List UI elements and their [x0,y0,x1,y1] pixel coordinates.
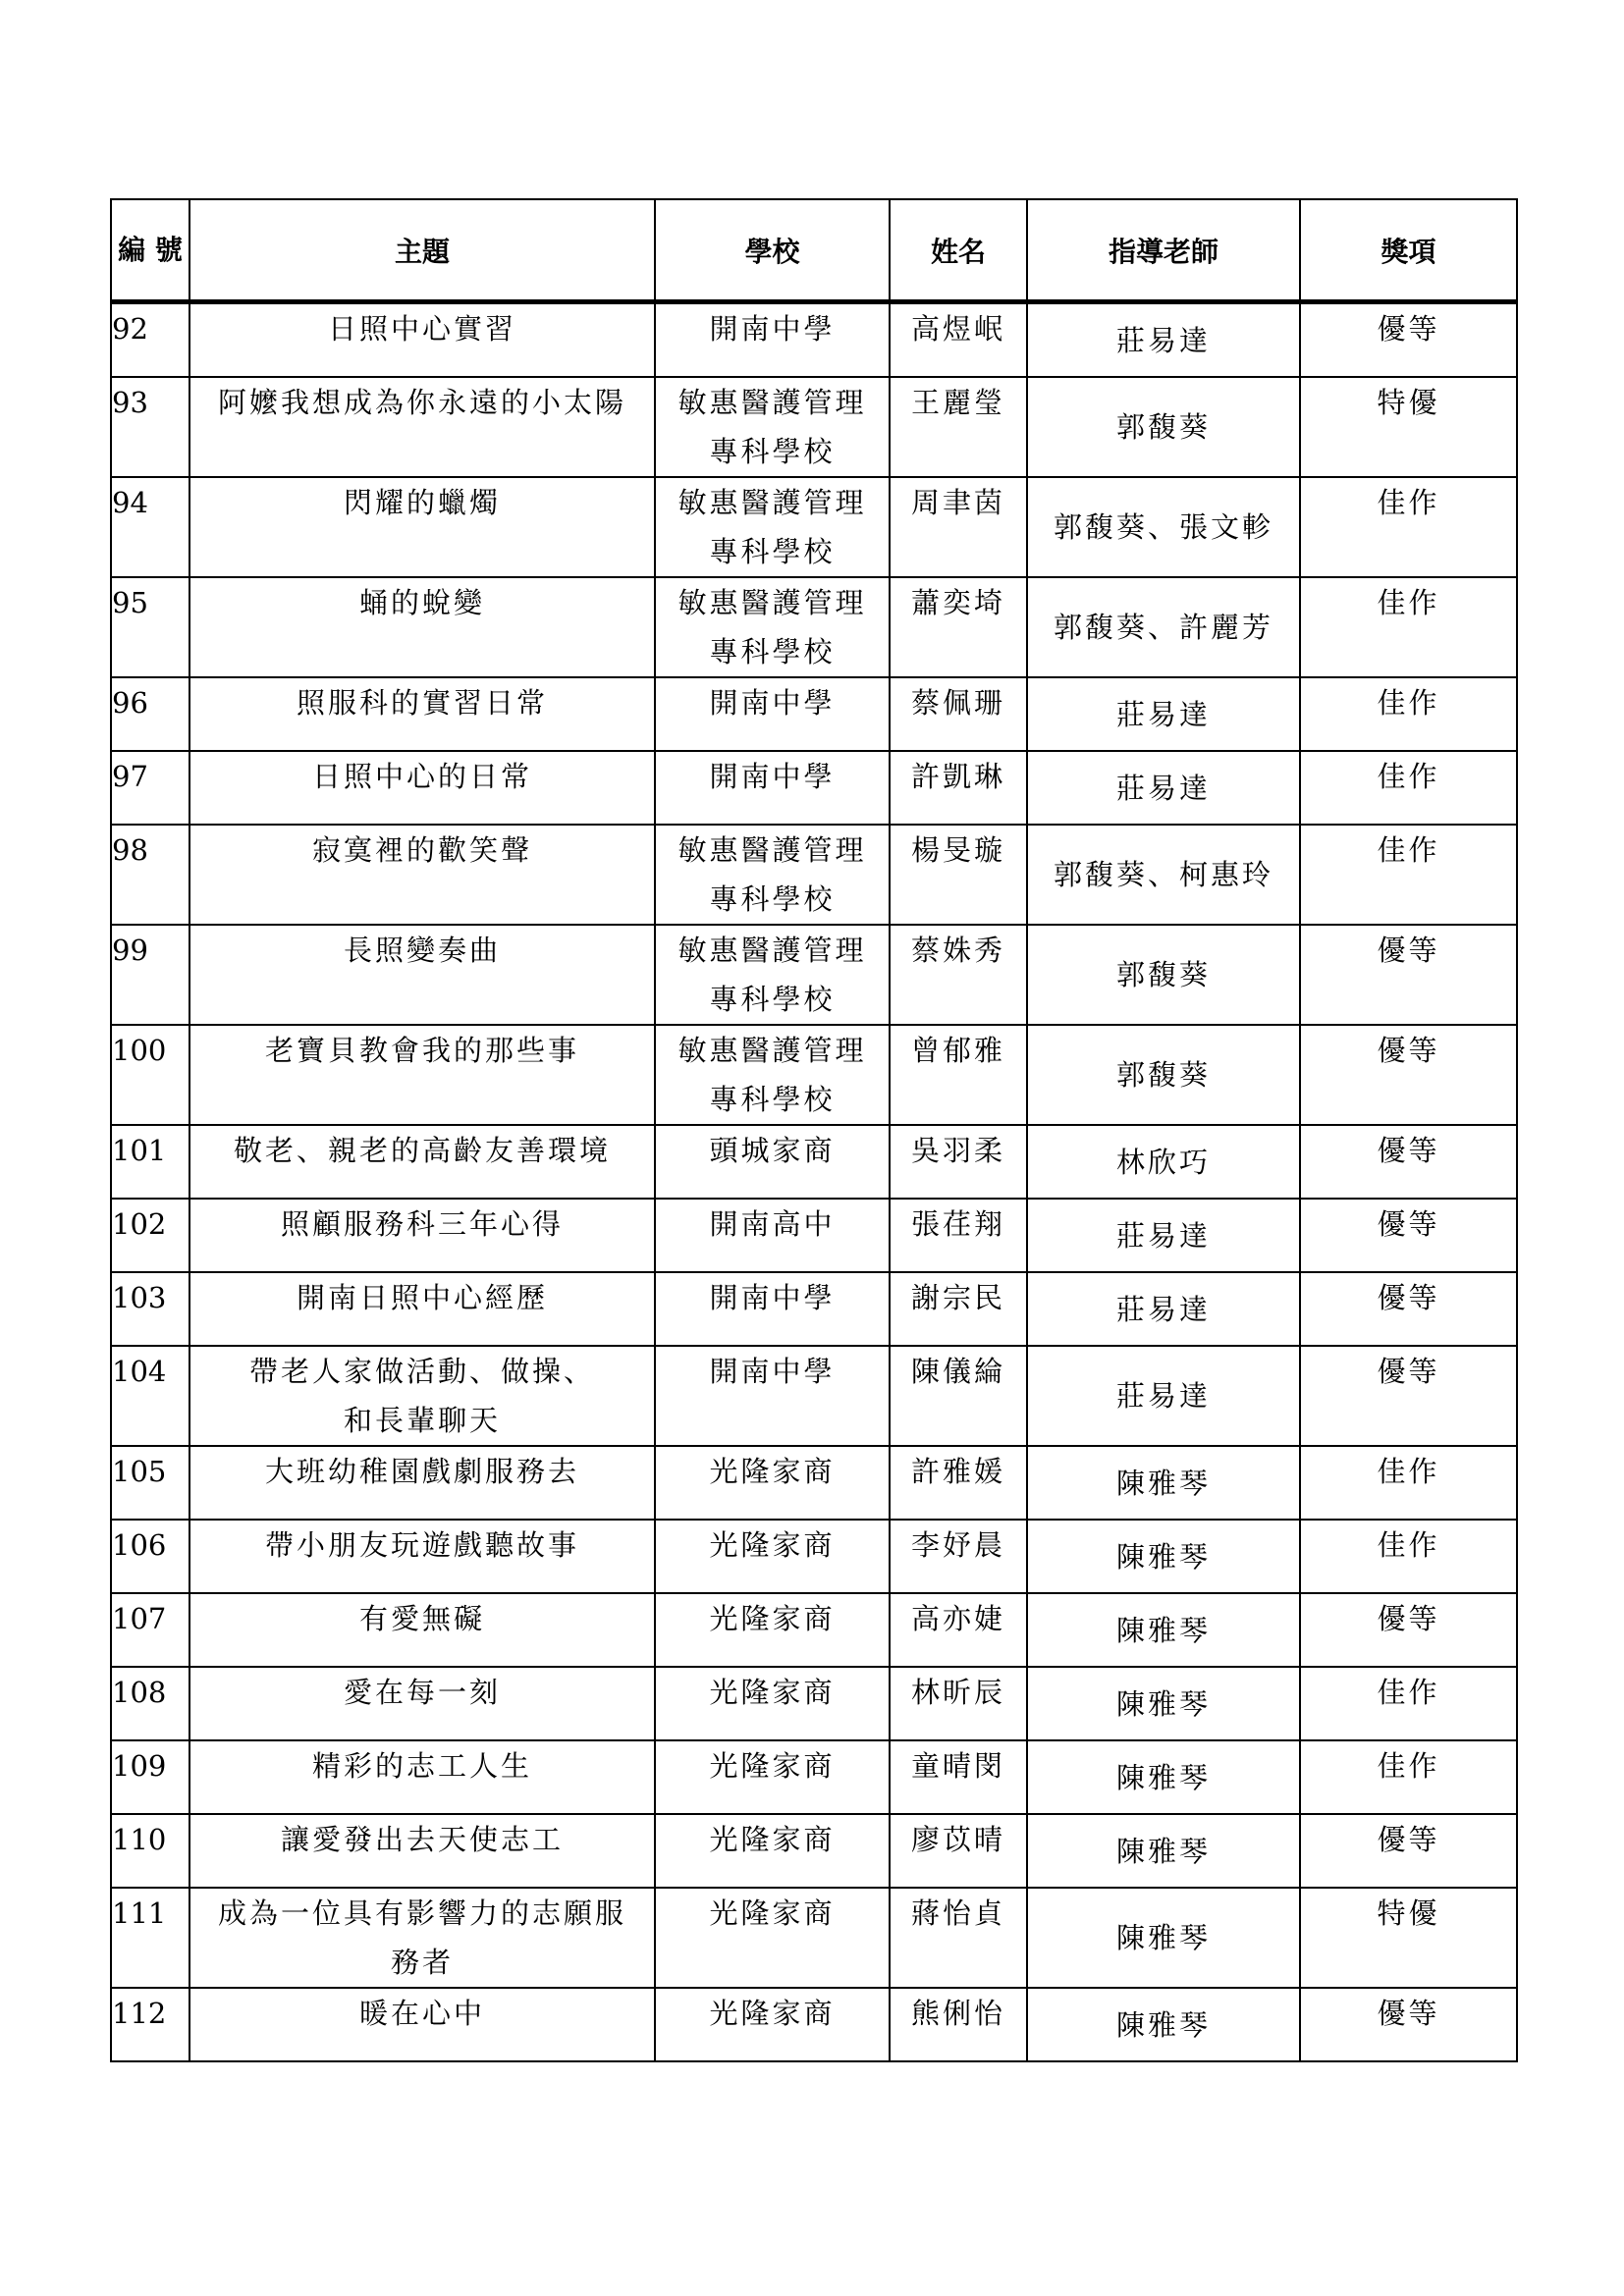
entry-award: 優等 [1300,1346,1517,1446]
entry-topic [189,1446,655,1520]
entry-number: 110 [111,1814,189,1888]
entry-school [655,1593,890,1667]
school-line: 頭城家商 [709,1134,836,1167]
entry-teacher: 陳雅琴 [1027,1520,1300,1593]
topic-line: 有愛無礙 [358,1602,485,1635]
entry-school [655,1888,890,1988]
table-row [111,577,1517,677]
topic-line: 暖在心中 [358,1997,485,2030]
table-row [111,1888,1517,1988]
entry-number: 97 [111,751,189,825]
school-line: 光隆家商 [709,1455,836,1488]
table-row [111,1593,1517,1667]
table-row [111,1346,1517,1446]
table-row [111,1667,1517,1740]
entry-topic [189,1520,655,1593]
school-line: 敏惠醫護管理 [677,1034,867,1067]
entry-topic [189,1988,655,2061]
entry-student-name: 許凱琳 [890,751,1027,825]
entry-award: 優等 [1300,1125,1517,1199]
entry-topic [189,1888,655,1988]
entry-student-name: 張荏翔 [890,1199,1027,1272]
entry-school [655,577,890,677]
entry-school [655,302,890,378]
entry-school [655,677,890,751]
entry-school [655,1988,890,2061]
table-row [111,1272,1517,1346]
table-row [111,302,1517,378]
entry-school [655,1446,890,1520]
entry-student-name: 王麗瑩 [890,377,1027,477]
entry-topic [189,677,655,751]
entry-topic [189,1199,655,1272]
school-line: 開南中學 [709,760,836,793]
entry-teacher: 莊易達 [1027,1346,1300,1446]
table-header [111,199,1517,302]
entry-teacher: 郭馥葵、許麗芳 [1027,577,1300,677]
entry-school [655,1740,890,1814]
entry-student-name: 童晴閔 [890,1740,1027,1814]
topic-line: 帶小朋友玩遊戲聽故事 [264,1528,579,1562]
entry-award: 優等 [1300,1988,1517,2061]
header-teacher: 指導老師 [1027,199,1300,302]
entry-school [655,1199,890,1272]
table-row [111,1814,1517,1888]
entry-teacher: 陳雅琴 [1027,1814,1300,1888]
entry-number: 101 [111,1125,189,1199]
table-row [111,751,1517,825]
entry-teacher: 郭馥葵 [1027,377,1300,477]
table-row [111,825,1517,925]
entry-topic [189,751,655,825]
entry-teacher: 陳雅琴 [1027,1446,1300,1520]
header-number-line1: 編 [118,234,146,266]
entry-award: 特優 [1300,377,1517,477]
entry-student-name: 楊旻璇 [890,825,1027,925]
entry-number: 111 [111,1888,189,1988]
table-row [111,477,1517,577]
school-line: 專科學校 [709,535,836,568]
header-number-line2: 號 [154,234,183,266]
entry-number: 96 [111,677,189,751]
entry-award: 優等 [1300,1593,1517,1667]
entry-topic [189,1346,655,1446]
topic-line: 讓愛發出去天使志工 [280,1823,564,1856]
school-line: 開南中學 [709,1355,836,1388]
topic-line: 敬老、親老的高齡友善環境 [233,1134,611,1167]
entry-number: 103 [111,1272,189,1346]
school-line: 敏惠醫護管理 [677,586,867,619]
header-school: 學校 [655,199,890,302]
entry-award: 特優 [1300,1888,1517,1988]
entry-topic [189,1025,655,1125]
school-line: 光隆家商 [709,1676,836,1709]
entry-school [655,1025,890,1125]
header-topic: 主題 [189,199,655,302]
entry-teacher: 陳雅琴 [1027,1988,1300,2061]
topic-line: 帶老人家做活動、做操、 [248,1355,595,1388]
entry-number: 93 [111,377,189,477]
table-row [111,1125,1517,1199]
entry-award: 優等 [1300,302,1517,378]
entry-number: 104 [111,1346,189,1446]
entry-topic [189,1272,655,1346]
entry-topic [189,1740,655,1814]
entry-student-name: 熊俐怡 [890,1988,1027,2061]
topic-line: 日照中心的日常 [311,760,532,793]
school-line: 專科學校 [709,882,836,916]
entry-number: 99 [111,925,189,1025]
school-line: 專科學校 [709,635,836,668]
school-line: 開南高中 [709,1207,836,1241]
entry-school [655,925,890,1025]
entry-teacher: 陳雅琴 [1027,1888,1300,1988]
entry-school [655,825,890,925]
table-body [111,302,1517,2062]
entry-number: 102 [111,1199,189,1272]
entry-student-name: 蕭奕埼 [890,577,1027,677]
entry-student-name: 高煜岷 [890,302,1027,378]
school-line: 開南中學 [709,1281,836,1314]
school-line: 光隆家商 [709,1528,836,1562]
table-row [111,1520,1517,1593]
entry-student-name: 李妤晨 [890,1520,1027,1593]
entry-school [655,1520,890,1593]
entry-school [655,1346,890,1446]
entry-student-name: 廖苡晴 [890,1814,1027,1888]
entry-award: 佳作 [1300,825,1517,925]
table-row [111,1025,1517,1125]
school-line: 光隆家商 [709,1602,836,1635]
entry-teacher: 陳雅琴 [1027,1593,1300,1667]
entry-teacher: 林欣巧 [1027,1125,1300,1199]
school-line: 專科學校 [709,1083,836,1116]
entry-teacher: 莊易達 [1027,751,1300,825]
entry-topic [189,1667,655,1740]
entry-topic [189,1593,655,1667]
topic-line: 精彩的志工人生 [311,1749,532,1783]
entry-teacher: 莊易達 [1027,1199,1300,1272]
entry-award: 優等 [1300,1025,1517,1125]
header-student: 姓名 [890,199,1027,302]
table-row [111,377,1517,477]
topic-line: 寂寞裡的歡笑聲 [311,833,532,867]
header-row [111,199,1517,302]
topic-line: 開南日照中心經歷 [296,1281,548,1314]
entry-award: 優等 [1300,1814,1517,1888]
topic-line: 務者 [390,1946,454,1979]
entry-award: 優等 [1300,1272,1517,1346]
entry-number: 94 [111,477,189,577]
entry-award: 優等 [1300,925,1517,1025]
topic-line: 長照變奏曲 [343,934,501,967]
entry-topic [189,1125,655,1199]
topic-line: 閃耀的蠟燭 [343,486,501,519]
entry-topic [189,477,655,577]
topic-line: 阿嬤我想成為你永遠的小太陽 [217,386,626,419]
entry-award: 佳作 [1300,1520,1517,1593]
school-line: 光隆家商 [709,1749,836,1783]
entry-student-name: 陳儀綸 [890,1346,1027,1446]
entry-school [655,1667,890,1740]
entry-award: 佳作 [1300,1667,1517,1740]
topic-line: 照服科的實習日常 [296,686,548,720]
entry-number: 105 [111,1446,189,1520]
table-row [111,1446,1517,1520]
entry-student-name: 蔣怡貞 [890,1888,1027,1988]
entry-topic [189,825,655,925]
entry-school [655,1125,890,1199]
school-line: 光隆家商 [709,1823,836,1856]
school-line: 敏惠醫護管理 [677,386,867,419]
entry-number: 112 [111,1988,189,2061]
entry-student-name: 周聿茵 [890,477,1027,577]
entry-teacher: 陳雅琴 [1027,1667,1300,1740]
entry-award: 優等 [1300,1199,1517,1272]
entry-student-name: 蔡佩珊 [890,677,1027,751]
entry-topic [189,377,655,477]
entry-student-name: 許雅媛 [890,1446,1027,1520]
entry-award: 佳作 [1300,1446,1517,1520]
entry-teacher: 郭馥葵、張文軫 [1027,477,1300,577]
entry-number: 92 [111,302,189,378]
entry-student-name: 高亦婕 [890,1593,1027,1667]
entry-award: 佳作 [1300,677,1517,751]
school-line: 開南中學 [709,686,836,720]
entry-teacher: 郭馥葵 [1027,1025,1300,1125]
entry-number: 106 [111,1520,189,1593]
entry-number: 108 [111,1667,189,1740]
topic-line: 成為一位具有影響力的志願服 [217,1896,626,1930]
entry-school [655,751,890,825]
award-list-table [110,198,1518,2062]
entry-teacher: 莊易達 [1027,677,1300,751]
table-row [111,1199,1517,1272]
entry-number: 100 [111,1025,189,1125]
table-row [111,1988,1517,2061]
entry-award: 佳作 [1300,577,1517,677]
entry-number: 109 [111,1740,189,1814]
entry-school [655,377,890,477]
entry-award: 佳作 [1300,477,1517,577]
entry-teacher: 陳雅琴 [1027,1740,1300,1814]
topic-line: 和長輩聊天 [343,1404,501,1437]
school-line: 敏惠醫護管理 [677,833,867,867]
topic-line: 日照中心實習 [327,312,516,346]
table-row [111,1740,1517,1814]
entry-award: 佳作 [1300,751,1517,825]
entry-student-name: 謝宗民 [890,1272,1027,1346]
header-number [111,199,189,302]
entry-topic [189,925,655,1025]
entry-student-name: 蔡姝秀 [890,925,1027,1025]
entry-school [655,477,890,577]
school-line: 敏惠醫護管理 [677,934,867,967]
entry-teacher: 郭馥葵 [1027,925,1300,1025]
entry-student-name: 吳羽柔 [890,1125,1027,1199]
topic-line: 照顧服務科三年心得 [280,1207,564,1241]
entry-topic [189,577,655,677]
entry-student-name: 林昕辰 [890,1667,1027,1740]
entry-school [655,1814,890,1888]
entry-school [655,1272,890,1346]
table-row [111,677,1517,751]
school-line: 開南中學 [709,312,836,346]
topic-line: 老寶貝教會我的那些事 [264,1034,579,1067]
entry-teacher: 郭馥葵、柯惠玲 [1027,825,1300,925]
entry-number: 107 [111,1593,189,1667]
topic-line: 愛在每一刻 [343,1676,501,1709]
entry-teacher: 莊易達 [1027,302,1300,378]
school-line: 專科學校 [709,435,836,468]
entry-topic [189,1814,655,1888]
school-line: 專科學校 [709,983,836,1016]
entry-student-name: 曾郁雅 [890,1025,1027,1125]
entry-award: 佳作 [1300,1740,1517,1814]
school-line: 光隆家商 [709,1997,836,2030]
entry-topic [189,302,655,378]
entry-number: 95 [111,577,189,677]
header-award: 獎項 [1300,199,1517,302]
topic-line: 大班幼稚園戲劇服務去 [264,1455,579,1488]
entry-number: 98 [111,825,189,925]
school-line: 光隆家商 [709,1896,836,1930]
table-row [111,925,1517,1025]
school-line: 敏惠醫護管理 [677,486,867,519]
entry-teacher: 莊易達 [1027,1272,1300,1346]
topic-line: 蛹的蛻變 [358,586,485,619]
